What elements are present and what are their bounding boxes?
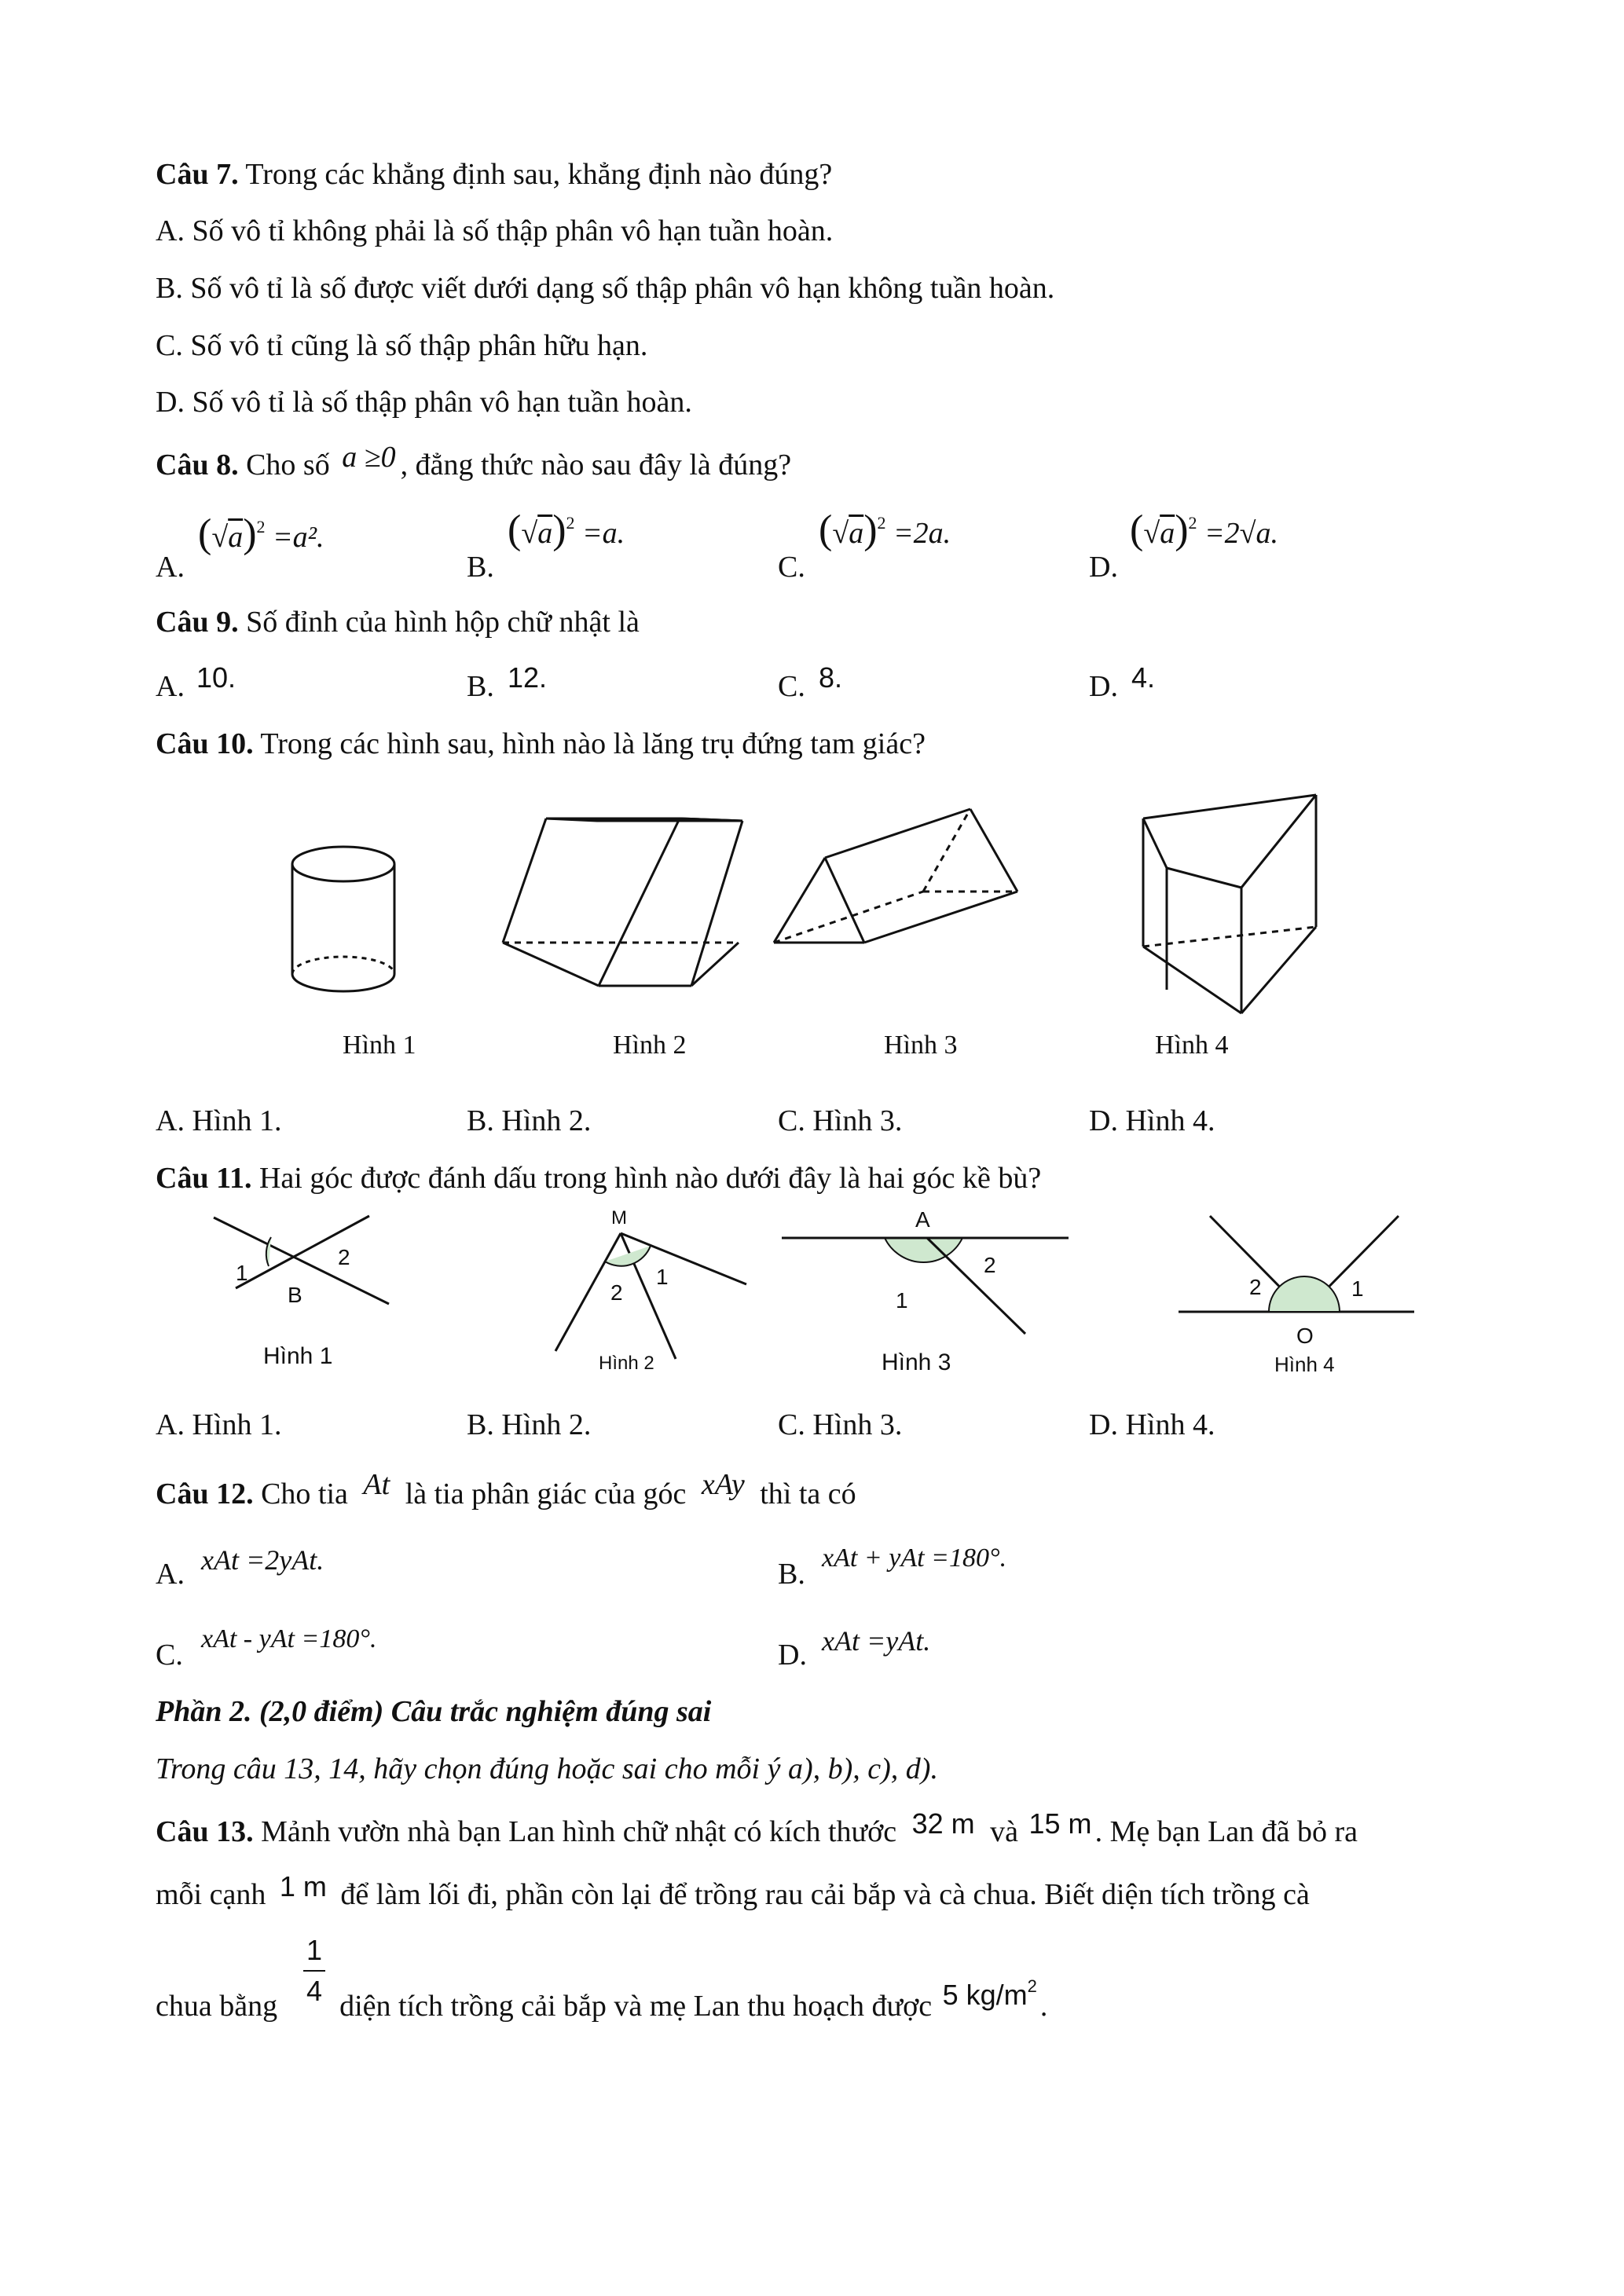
- q10-option-c: C. Hình 3.: [778, 1104, 903, 1137]
- q9-letter-a: A.: [156, 670, 185, 703]
- q11-label: Câu 11.: [156, 1162, 252, 1195]
- q8-label: Câu 8.: [156, 449, 239, 482]
- q13-line3-end: .: [1039, 1990, 1048, 2023]
- angle-figure-3: [782, 1238, 1069, 1334]
- q11-option-d: D. Hình 4.: [1089, 1408, 1215, 1441]
- q13-and: và: [990, 1815, 1019, 1848]
- q13-yield-value: 5 kg/m: [942, 1979, 1028, 2011]
- q11-option-a: A. Hình 1.: [156, 1408, 282, 1441]
- fig2-angle-label-2: 2: [610, 1280, 623, 1305]
- lying-prism-figure: [774, 809, 1017, 943]
- q13-yield: [940, 1976, 1040, 2011]
- q10-fig2-label: Hình 2: [613, 1031, 687, 1060]
- q7-option-a: A. Số vô tỉ không phải là số thập phân vô hạn tuần hoàn.: [156, 214, 834, 247]
- q13-path-width: 1 m: [279, 1870, 327, 1902]
- q10-fig4-label: Hình 4: [1155, 1031, 1229, 1060]
- q13-line3-mid: diện tích trồng cải bắp và mẹ Lan thu hoạch được: [339, 1990, 933, 2023]
- q8-formula-d: $(√a)^2 =2√a$.: [1130, 507, 1279, 552]
- q7-option-c: C. Số vô tỉ cũng là số thập phân hữu hạn.: [156, 329, 648, 362]
- q9-value-d: 4.: [1131, 661, 1156, 694]
- q8-rhs-c: =2a.: [893, 517, 951, 550]
- q8-letter-d: D.: [1089, 551, 1118, 584]
- fig2-point-m: M: [611, 1207, 627, 1229]
- q10-option-b: B. Hình 2.: [467, 1104, 592, 1137]
- q10-fig3-label: Hình 3: [884, 1031, 958, 1060]
- fig3-angle-label-2: 2: [984, 1253, 996, 1277]
- q11-fig1-label: Hình 1: [263, 1343, 333, 1369]
- q13-fraction-denominator: 4: [306, 1975, 323, 2007]
- q11-fig4-label: Hình 4: [1274, 1353, 1335, 1376]
- q8-condition: a ≥0: [342, 441, 396, 474]
- fig4-angle-label-1: 1: [1351, 1276, 1364, 1301]
- q12-label: Câu 12.: [156, 1478, 254, 1511]
- angle-figure-4: [1179, 1216, 1414, 1312]
- q11-option-c: C. Hình 3.: [778, 1408, 903, 1441]
- q8-formula-b: $(√a)^2 =a$.: [508, 507, 625, 552]
- upright-prism-figure: [1143, 795, 1316, 1013]
- q11-option-b: B. Hình 2.: [467, 1408, 592, 1441]
- q8-formula-c: $(√a)^2 =2a$.: [819, 507, 951, 552]
- angle-figure-2: [555, 1233, 746, 1359]
- frustum-figure: [503, 818, 742, 986]
- q7-option-b: B. Số vô tỉ là số được viết dưới dạng số thập phân vô hạn không tuần hoàn.: [156, 272, 1055, 305]
- q8-letter-c: C.: [778, 551, 805, 584]
- q12-question: [156, 1468, 856, 1513]
- q11-figures: [0, 1202, 1624, 1390]
- q12-ray: At: [363, 1468, 390, 1501]
- q13-line2-start: mỗi cạnh: [156, 1878, 266, 1911]
- q13-line1-end: . Mẹ bạn Lan đã bỏ ra: [1094, 1815, 1358, 1848]
- q9-value-a: 10.: [196, 661, 236, 694]
- q12-letter-d: D.: [778, 1639, 807, 1672]
- q9-letter-c: C.: [778, 670, 805, 703]
- q11-fig2-label: Hình 2: [599, 1353, 654, 1374]
- q13-fraction-numerator: 1: [306, 1934, 323, 1966]
- q13-dim1: 32 m: [911, 1807, 975, 1840]
- q8-formula-a: $(√a)^2 =a^2$.: [198, 511, 324, 556]
- q12-formula-a: xAt =2yAt.: [201, 1544, 324, 1576]
- q10-label: Câu 10.: [156, 727, 254, 760]
- fig1-angle-label-1: 1: [236, 1261, 248, 1285]
- q8-rhs-a: =a².: [273, 521, 324, 554]
- q10-figures: [0, 0, 1624, 1100]
- q13-line2-end: để làm lối đi, phần còn lại để trồng rau cải bắp và cà chua. Biết diện tích trồng cà: [340, 1878, 1310, 1911]
- q10-text: Trong các hình sau, hình nào là lăng trụ đứng tam giác?: [253, 727, 926, 760]
- q9-value-c: 8.: [819, 661, 843, 694]
- q11-fig3-label: Hình 3: [882, 1349, 951, 1375]
- q12-formula-b: xAt + yAt =180°.: [822, 1543, 1007, 1573]
- q12-text-2: là tia phân giác của góc: [405, 1478, 687, 1511]
- q12-text-1: Cho tia: [253, 1478, 348, 1511]
- fig4-point-o: O: [1296, 1324, 1314, 1348]
- fig3-point-a: A: [915, 1207, 930, 1232]
- q9-letter-d: D.: [1089, 670, 1118, 703]
- q10-fig1-label: Hình 1: [343, 1031, 416, 1060]
- q11-text: Hai góc được đánh dấu trong hình nào dưới đây là hai góc kề bù?: [251, 1162, 1042, 1195]
- cylinder-figure: [292, 847, 394, 991]
- q12-formula-d: xAt =yAt.: [822, 1625, 931, 1657]
- q8-rhs-b: =a.: [582, 517, 625, 550]
- fig3-angle-label-1: 1: [896, 1288, 908, 1313]
- q7-option-d: D. Số vô tỉ là số thập phân vô hạn tuần hoàn.: [156, 386, 692, 419]
- q13-line1-text: Mảnh vườn nhà bạn Lan hình chữ nhật có kích thước: [253, 1815, 897, 1848]
- q12-letter-a: A.: [156, 1558, 185, 1591]
- q7-text: Trong các khẳng định sau, khẳng định nào đúng?: [238, 158, 833, 191]
- q9-letter-b: B.: [467, 670, 494, 703]
- q8-rhs-d: =2√a.: [1204, 517, 1279, 550]
- part2-instruction: Trong câu 13, 14, hãy chọn đúng hoặc sai cho mỗi ý a), b), c), d).: [156, 1752, 938, 1785]
- q13-label: Câu 13.: [156, 1815, 254, 1848]
- q13-yield-exponent: 2: [1027, 1976, 1037, 1996]
- q13-line3-start: chua bằng: [156, 1990, 278, 2023]
- q9-value-b: 12.: [508, 661, 548, 694]
- q10-option-d: D. Hình 4.: [1089, 1104, 1215, 1137]
- q7-label: Câu 7.: [156, 158, 239, 191]
- q13-dim2: 15 m: [1028, 1807, 1092, 1840]
- q12-text-3: thì ta có: [760, 1478, 856, 1511]
- fig1-point-b: B: [288, 1283, 302, 1307]
- q12-formula-c: xAt - yAt =180°.: [201, 1624, 377, 1653]
- fig2-angle-label-1: 1: [656, 1265, 669, 1289]
- fraction-bar: [303, 1970, 325, 1972]
- q9-text: Số đỉnh của hình hộp chữ nhật là: [238, 606, 640, 639]
- q8-text-after: , đẳng thức nào sau đây là đúng?: [400, 449, 792, 482]
- q12-letter-b: B.: [778, 1558, 805, 1591]
- fig4-angle-label-2: 2: [1249, 1275, 1262, 1299]
- q8-letter-a: A.: [156, 551, 185, 584]
- part2-title: Phần 2. (2,0 điểm) Câu trắc nghiệm đúng sai: [156, 1695, 712, 1728]
- q9-label: Câu 9.: [156, 606, 239, 639]
- q11-question: [156, 1161, 1041, 1197]
- q8-letter-b: B.: [467, 551, 494, 584]
- q12-letter-c: C.: [156, 1639, 183, 1672]
- q13-fraction: [299, 1934, 330, 2008]
- q13-line-2: [156, 1870, 1310, 1913]
- fig1-angle-label-2: 2: [338, 1245, 350, 1269]
- q8-text-before: Cho số: [238, 449, 330, 482]
- q13-line-3: [156, 1976, 1048, 2025]
- q10-option-a: A. Hình 1.: [156, 1104, 282, 1137]
- q12-angle: xAy: [701, 1468, 745, 1501]
- q13-line-1: [156, 1807, 1469, 1851]
